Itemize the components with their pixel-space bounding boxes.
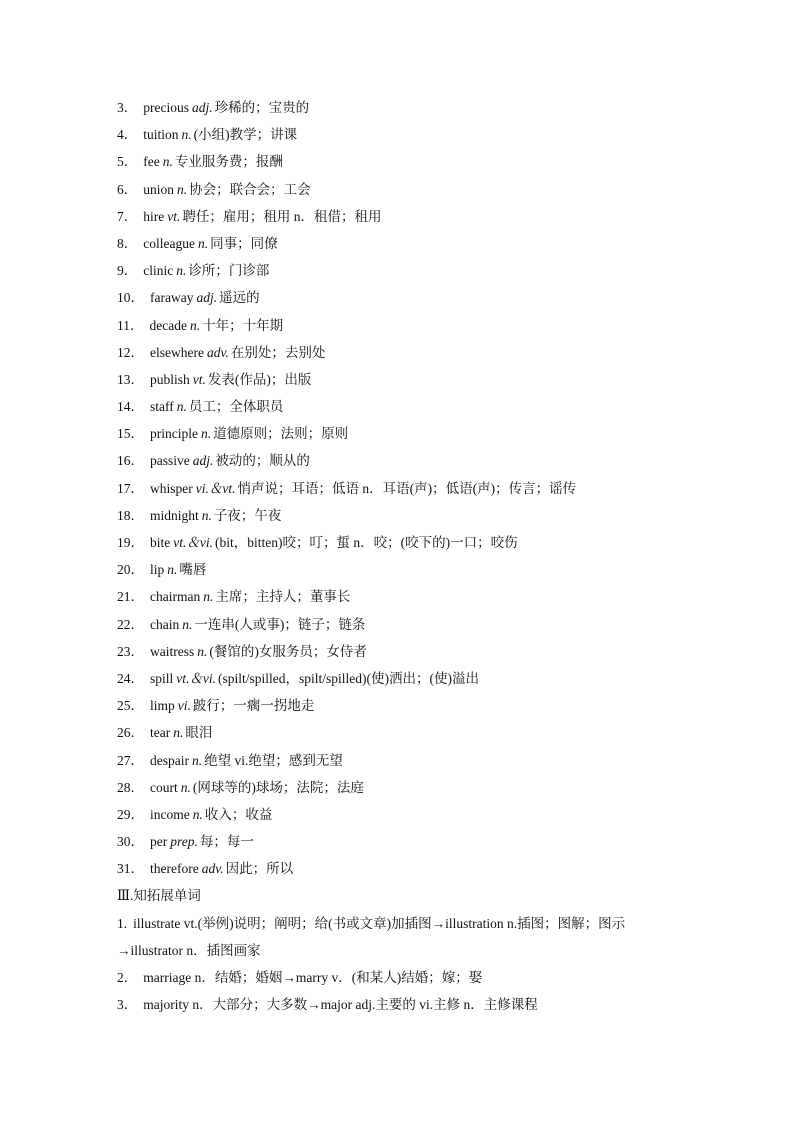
entry-text: marriage n．结婚；婚姻→marry v．(和某人)结婚；嫁；娶: [143, 970, 483, 986]
entry-number: 29．: [117, 806, 144, 822]
word-entry: [117, 447, 687, 474]
entry-part-of-speech: n.: [201, 507, 212, 523]
entry-word: staff: [150, 399, 174, 415]
word-entry: [117, 148, 687, 175]
section-title: Ⅲ.知拓展单词: [117, 888, 201, 904]
word-entry: [117, 774, 687, 801]
entry-number: 25．: [117, 698, 144, 714]
entry-word: tear: [150, 725, 171, 741]
entry-number: 15．: [117, 426, 144, 442]
entry-part-of-speech: vt.: [192, 371, 206, 387]
entry-definition: 同事；同僚: [210, 235, 278, 251]
entry-definition: 遥远的: [219, 290, 260, 306]
entry-word: principle: [150, 426, 198, 442]
entry-part-of-speech: vt.＆vi.: [173, 535, 213, 550]
entry-number: 17．: [117, 480, 144, 496]
entry-part-of-speech: n.: [181, 127, 192, 143]
entry-word: precious: [143, 100, 189, 115]
entry-definition: 诊所；门诊部: [188, 263, 270, 279]
entry-part-of-speech: vi.: [177, 698, 191, 714]
word-entry: [117, 420, 687, 447]
entry-definition: 因此；所以: [225, 861, 294, 877]
entry-number: 26．: [117, 725, 144, 741]
word-entry: [117, 529, 687, 556]
entry-definition: (bit，bitten)咬；叮；蜇 n．咬；(咬下的)一口；咬伤: [215, 535, 518, 550]
entry-part-of-speech: adj.: [196, 290, 218, 306]
entry-number: 19．: [117, 535, 144, 550]
word-list: [117, 94, 687, 882]
entry-definition: 十年；十年期: [202, 317, 284, 333]
entry-word: despair: [150, 752, 189, 768]
entry-word: union: [143, 181, 175, 197]
entry-number: 22．: [117, 616, 144, 632]
entry-definition: 被动的；顺从的: [215, 453, 310, 469]
entry-definition: (餐馆的)女服务员；女侍者: [209, 643, 367, 659]
entry-part-of-speech: adv.: [201, 861, 224, 877]
entry-number: 27．: [117, 752, 144, 768]
entry-part-of-speech: prep.: [170, 834, 198, 850]
entry-word: fee: [143, 154, 160, 170]
entry-word: lip: [150, 562, 165, 578]
word-entry: [117, 339, 687, 366]
entry-part-of-speech: n.: [203, 589, 214, 605]
entry-definition: 道德原则；法则；原则: [213, 426, 349, 442]
entry-part-of-speech: n.: [200, 426, 212, 442]
entry-definition: 子夜；午夜: [213, 507, 282, 523]
entry-number: 2．: [117, 970, 138, 986]
entry-number: 18．: [117, 507, 144, 523]
entry-word: therefore: [150, 861, 199, 877]
entry-number: 7．: [117, 208, 138, 224]
entry-definition: 绝望 vi.绝望；感到无望: [204, 752, 343, 768]
word-entry: [117, 583, 687, 610]
entry-word: per: [150, 834, 168, 850]
entry-text: majority n．大部分；大多数→major adj.主要的 vi.主修 n．主修课程: [143, 997, 538, 1013]
word-entry: [117, 312, 687, 339]
entry-word: faraway: [150, 290, 194, 306]
entry-word: court: [150, 779, 178, 795]
word-entry: [117, 176, 687, 203]
entry-definition: 嘴唇: [179, 562, 207, 578]
entry-definition: 眼泪: [185, 725, 213, 741]
entry-number: 28．: [117, 779, 144, 795]
entry-number: 9．: [117, 263, 138, 279]
word-entry: [117, 719, 687, 746]
word-entry: [117, 366, 687, 393]
word-entry: [117, 855, 687, 882]
word-entry: [117, 475, 687, 502]
extended-entry: [117, 964, 687, 991]
entry-number: 3．: [117, 100, 138, 115]
entry-part-of-speech: n.: [197, 643, 208, 659]
entry-number: 8．: [117, 235, 138, 251]
entry-part-of-speech: n.: [167, 562, 178, 578]
entry-number: 3．: [117, 997, 138, 1013]
entry-definition: 珍稀的；宝贵的: [214, 100, 310, 115]
entry-part-of-speech: adj.: [192, 453, 214, 469]
entry-word: waitress: [150, 643, 195, 659]
entry-word: colleague: [143, 235, 195, 251]
entry-definition: 专业服务费；报酬: [174, 154, 283, 170]
entry-word: hire: [143, 208, 165, 224]
word-entry: [117, 94, 687, 121]
entry-text: illustrate vt.(举例)说明；阐明；给(书或文章)加插图→illustration n.插图；图解；图示→illustrator n．插图画家: [117, 915, 626, 958]
entry-part-of-speech: adv.: [206, 344, 229, 360]
word-entry: [117, 801, 687, 828]
word-entry: [117, 611, 687, 638]
entry-number: 16．: [117, 453, 144, 469]
extended-entry: [117, 991, 687, 1018]
entry-number: 31．: [117, 861, 144, 877]
entry-part-of-speech: n.: [162, 154, 173, 170]
word-entry: [117, 284, 687, 311]
entry-number: 11．: [117, 317, 144, 333]
word-entry: [117, 203, 687, 230]
word-entry: [117, 828, 687, 855]
entry-word: limp: [150, 698, 175, 714]
entry-definition: 聘任；雇用；租用 n．租借；租用: [182, 208, 382, 224]
entry-word: clinic: [143, 263, 174, 279]
entry-part-of-speech: vt.: [167, 208, 181, 224]
entry-word: chairman: [150, 589, 201, 605]
entry-part-of-speech: n.: [176, 263, 187, 279]
entry-word: spill: [150, 670, 174, 686]
entry-definition: 每；每一: [199, 834, 254, 850]
entry-part-of-speech: adj.: [191, 100, 213, 115]
entry-number: 21．: [117, 589, 144, 605]
entry-definition: 主席；主持人；董事长: [215, 589, 351, 605]
word-entry: [117, 393, 687, 420]
entry-part-of-speech: n.: [192, 806, 203, 822]
entry-definition: 跛行；一瘸一拐地走: [192, 698, 315, 714]
entry-definition: (spilt/spilled，spilt/spilled)(使)洒出；(使)溢出: [218, 670, 479, 686]
entry-word: whisper: [150, 480, 193, 496]
vocabulary-page: [117, 94, 687, 1018]
entry-word: income: [150, 806, 190, 822]
entry-word: elsewhere: [150, 344, 204, 360]
entry-word: decade: [149, 317, 187, 333]
entry-number: 13．: [117, 371, 144, 387]
entry-definition: 协会；联合会；工会: [189, 181, 311, 197]
entry-part-of-speech: n.: [189, 317, 201, 333]
entry-definition: 发表(作品)；出版: [207, 371, 312, 387]
word-entry: [117, 665, 687, 692]
entry-definition: (小组)教学；讲课: [193, 127, 298, 143]
entry-number: 30．: [117, 834, 144, 850]
entry-number: 6．: [117, 181, 138, 197]
entry-number: 5．: [117, 154, 138, 170]
entry-word: bite: [150, 535, 171, 550]
entry-part-of-speech: n.: [191, 752, 203, 768]
entry-definition: 员工；全体职员: [188, 399, 284, 415]
entry-word: midnight: [150, 507, 199, 523]
entry-part-of-speech: vt.＆vi.: [176, 670, 217, 686]
entry-part-of-speech: n.: [177, 181, 188, 197]
word-entry: [117, 556, 687, 583]
entry-definition: 在别处；去别处: [230, 344, 326, 360]
entry-definition: 悄声说；耳语；低语 n．耳语(声)；低语(声)；传言；谣传: [237, 480, 577, 496]
entry-number: 23．: [117, 643, 144, 659]
entry-part-of-speech: n.: [173, 725, 184, 741]
entry-part-of-speech: n.: [180, 779, 191, 795]
entry-definition: 收入；收益: [204, 806, 273, 822]
entry-word: passive: [150, 453, 190, 469]
entry-number: 14．: [117, 399, 144, 415]
entry-definition: 一连串(人或事)；链子；链条: [194, 616, 366, 632]
word-entry: [117, 747, 687, 774]
entry-number: 4．: [117, 127, 138, 143]
word-entry: [117, 502, 687, 529]
entry-word: publish: [150, 371, 190, 387]
entry-part-of-speech: n.: [176, 399, 187, 415]
entry-number: 20．: [117, 562, 144, 578]
word-entry: [117, 257, 687, 284]
entry-number: 12．: [117, 344, 144, 360]
entry-word: tuition: [143, 127, 179, 143]
entry-part-of-speech: n.: [197, 235, 209, 251]
entry-number: 24．: [117, 670, 144, 686]
word-entry: [117, 230, 687, 257]
entry-part-of-speech: n.: [182, 616, 193, 632]
word-entry: [117, 638, 687, 665]
extended-entry: [117, 910, 687, 964]
entry-part-of-speech: vi.＆vt.: [195, 480, 236, 496]
entry-definition: (网球等的)球场；法院；法庭: [192, 779, 364, 795]
word-entry: [117, 121, 687, 148]
word-entry: [117, 692, 687, 719]
entry-number: 10．: [117, 290, 144, 306]
entry-number: 1.: [117, 915, 128, 931]
entry-word: chain: [150, 616, 180, 632]
extended-word-list: [117, 910, 687, 1019]
